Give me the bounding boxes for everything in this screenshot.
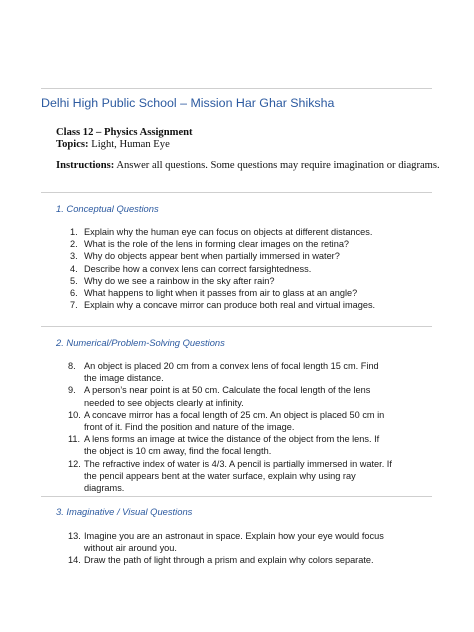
section-divider bbox=[41, 192, 432, 193]
question-text: An object is placed 20 cm from a convex lens of focal length 15 cm. Find the image distance. bbox=[84, 361, 379, 384]
question-item bbox=[56, 433, 392, 457]
question-number: 3. bbox=[70, 251, 78, 262]
question-item bbox=[56, 530, 392, 554]
topics-line bbox=[56, 139, 170, 150]
question-item bbox=[56, 238, 392, 250]
question-text: Imagine you are an astronaut in space. Explain how your eye would focus without air around you. bbox=[84, 531, 384, 554]
question-item bbox=[56, 263, 392, 275]
question-number: 4. bbox=[70, 263, 78, 274]
section-heading-conceptual: 1. Conceptual Questions bbox=[56, 203, 159, 214]
section-heading-imaginative: 3. Imaginative / Visual Questions bbox=[56, 506, 193, 517]
question-text: What is the role of the lens in forming clear images on the retina? bbox=[84, 239, 350, 250]
question-text: Draw the path of light through a prism and explain why colors separate. bbox=[84, 555, 374, 566]
topics-value: Light, Human Eye bbox=[88, 139, 170, 150]
question-text: Explain why a concave mirror can produce both real and virtual images. bbox=[84, 300, 376, 311]
instructions-value: Answer all questions. Some questions may require imagination or diagrams. bbox=[114, 160, 440, 171]
question-item bbox=[56, 360, 392, 384]
question-number: 9. bbox=[68, 385, 76, 396]
question-item bbox=[56, 384, 392, 408]
question-number: 1. bbox=[70, 227, 78, 237]
section-divider bbox=[41, 496, 432, 497]
question-number: 7. bbox=[70, 300, 78, 311]
question-text: Describe how a convex lens can correct farsightedness. bbox=[84, 263, 312, 274]
question-text: The refractive index of water is 4/3. A pencil is partially immersed in water. If the pencil appears bent at the water surface, explain why using ray diagrams. bbox=[84, 458, 392, 494]
question-number: 8. bbox=[68, 361, 76, 371]
question-item bbox=[56, 299, 392, 311]
top-divider bbox=[41, 88, 432, 89]
question-number: 6. bbox=[70, 288, 78, 299]
question-number: 10. bbox=[68, 409, 81, 420]
class-line-text: Class 12 – Physics Assignment bbox=[56, 127, 193, 138]
instructions-line bbox=[56, 160, 440, 171]
question-number: 12. bbox=[68, 458, 81, 469]
question-text: A person’s near point is at 50 cm. Calculate the focal length of the lens needed to see objects clearly at infinity. bbox=[84, 385, 371, 408]
question-list-numerical bbox=[56, 360, 392, 494]
question-text: What happens to light when it passes from air to glass at an angle? bbox=[84, 288, 358, 299]
question-item bbox=[56, 250, 392, 262]
class-line bbox=[56, 127, 193, 138]
school-title: Delhi High Public School – Mission Har Ghar Shiksha bbox=[41, 96, 335, 110]
instructions-label: Instructions: bbox=[56, 160, 115, 171]
question-number: 11. bbox=[68, 434, 81, 445]
question-text: Explain why the human eye can focus on objects at different distances. bbox=[84, 227, 373, 237]
section-divider bbox=[41, 326, 432, 327]
question-number: 13. bbox=[68, 531, 81, 541]
question-item bbox=[56, 226, 392, 238]
question-text: Why do objects appear bent when partially immersed in water? bbox=[84, 251, 340, 262]
question-list-imaginative bbox=[56, 530, 392, 567]
question-item bbox=[56, 458, 392, 495]
question-text: A lens forms an image at twice the distance of the object from the lens. If the object is 10 cm away, find the focal length. bbox=[84, 434, 380, 457]
question-item bbox=[56, 275, 392, 287]
section-heading-numerical: 2. Numerical/Problem-Solving Questions bbox=[56, 337, 225, 348]
question-number: 5. bbox=[70, 275, 78, 286]
topics-label: Topics: bbox=[56, 139, 89, 150]
question-list-conceptual bbox=[56, 226, 392, 311]
question-text: A concave mirror has a focal length of 25 cm. An object is placed 50 cm in front of it. Find the position and nature of the image. bbox=[84, 409, 385, 433]
question-item bbox=[56, 554, 392, 566]
question-number: 14. bbox=[68, 555, 81, 566]
question-item bbox=[56, 409, 392, 433]
question-text: Why do we see a rainbow in the sky after rain? bbox=[84, 275, 275, 286]
question-number: 2. bbox=[70, 239, 78, 250]
question-item bbox=[56, 287, 392, 299]
